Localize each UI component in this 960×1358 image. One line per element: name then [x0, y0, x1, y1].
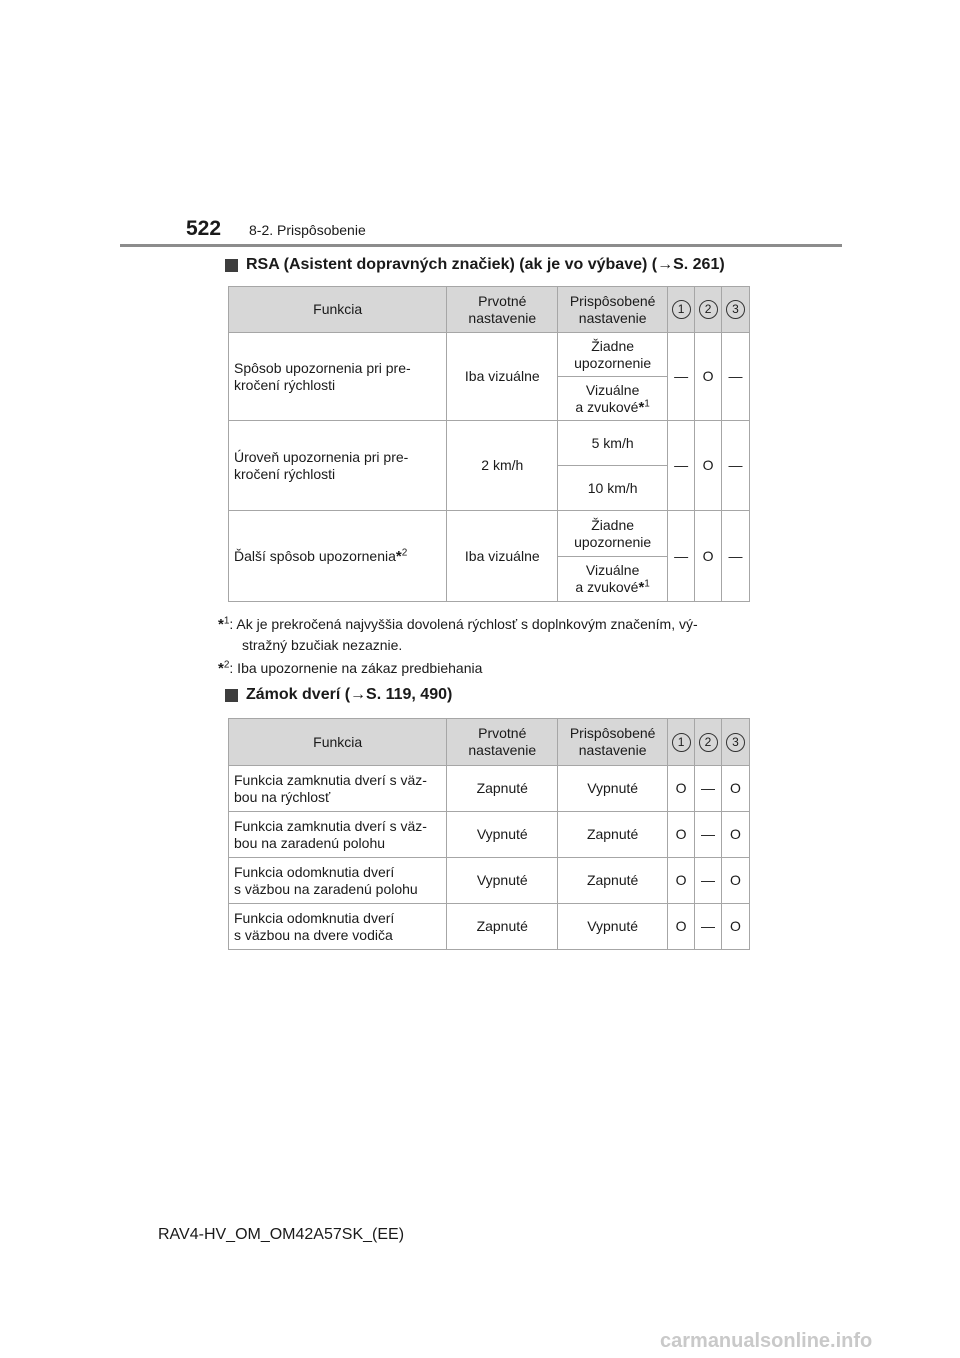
table-row	[229, 421, 750, 466]
footnote-1: *$^1$: Ak je prekročená najvyššia dovolená rýchlosť s doplnkovým značením, vý- stražný bzučiak nezaznie.	[218, 615, 698, 653]
col1-cell: —	[668, 333, 695, 421]
header-default: Prvotné nastavenie	[447, 719, 558, 766]
section-heading-text: Zámok dverí (→S. 119, 490)	[246, 686, 453, 703]
circled-number-1-icon: 1	[672, 300, 691, 319]
col1-cell: O	[668, 858, 695, 904]
col3-cell: —	[722, 333, 750, 421]
function-cell: Spôsob upozornenia pri pre- kročení rýchlosti	[229, 333, 447, 421]
col3-cell: —	[722, 511, 750, 602]
section-label: 8-2. Prispôsobenie	[249, 222, 366, 238]
col2-cell: —	[695, 858, 722, 904]
table-header-row	[229, 287, 750, 333]
header-col-3	[722, 287, 750, 333]
custom-cell: Zapnuté	[558, 812, 668, 858]
table-row	[229, 766, 750, 812]
header-custom: Prispôsobené nastavenie	[558, 719, 668, 766]
option-cell: Vizuálne a zvukové*$^1$	[558, 557, 668, 602]
square-bullet-icon	[225, 689, 238, 702]
header-col-2	[695, 719, 722, 766]
watermark: carmanualsonline.info	[660, 1330, 873, 1352]
section-heading-door-lock	[225, 686, 452, 704]
col2-cell: —	[695, 766, 722, 812]
header-col-2	[695, 287, 722, 333]
header-col-1	[668, 719, 695, 766]
col2-cell: —	[695, 812, 722, 858]
default-cell: 2 km/h	[447, 421, 558, 511]
header-default: Prvotné nastavenie	[447, 287, 558, 333]
function-cell: Funkcia zamknutia dverí s väz- bou na rýchlosť	[229, 766, 447, 812]
col1-cell: O	[668, 766, 695, 812]
square-bullet-icon	[225, 259, 238, 272]
footnote-2: *$^2$: Iba upozornenie na zákaz predbiehania	[218, 659, 483, 677]
header-function: Funkcia	[229, 287, 447, 333]
option-cell: 10 km/h	[558, 466, 668, 511]
function-cell: Funkcia odomknutia dverí s väzbou na dvere vodiča	[229, 904, 447, 950]
table-row	[229, 904, 750, 950]
table-row	[229, 812, 750, 858]
header-function: Funkcia	[229, 719, 447, 766]
circled-number-2-icon: 2	[699, 300, 718, 319]
header-rule	[120, 244, 842, 247]
default-cell: Iba vizuálne	[447, 333, 558, 421]
col3-cell: O	[722, 858, 750, 904]
custom-cell: Vypnuté	[558, 766, 668, 812]
table-row	[229, 333, 750, 377]
default-cell: Iba vizuálne	[447, 511, 558, 602]
function-cell: Úroveň upozornenia pri pre- kročení rýchlosti	[229, 421, 447, 511]
col2-cell: O	[695, 421, 722, 511]
col1-cell: —	[668, 421, 695, 511]
table-header-row	[229, 719, 750, 766]
circled-number-3-icon: 3	[726, 300, 745, 319]
col1-cell: O	[668, 812, 695, 858]
col2-cell: O	[695, 333, 722, 421]
col1-cell: O	[668, 904, 695, 950]
function-cell: Funkcia zamknutia dverí s väz- bou na zaradenú polohu	[229, 812, 447, 858]
circled-number-1-icon: 1	[672, 733, 691, 752]
header-col-1	[668, 287, 695, 333]
option-cell: Žiadne upozornenie	[558, 333, 668, 377]
default-cell: Zapnuté	[447, 904, 558, 950]
rsa-settings-table	[228, 286, 750, 602]
door-lock-settings-table	[228, 718, 750, 950]
circled-number-2-icon: 2	[699, 733, 718, 752]
function-cell: Ďalší spôsob upozornenia*$^2$	[229, 511, 447, 602]
document-code: RAV4-HV_OM_OM42A57SK_(EE)	[158, 1226, 405, 1243]
header-custom: Prispôsobené nastavenie	[558, 287, 668, 333]
col3-cell: O	[722, 904, 750, 950]
col2-cell: —	[695, 904, 722, 950]
header-col-3	[722, 719, 750, 766]
default-cell: Zapnuté	[447, 766, 558, 812]
col3-cell: O	[722, 812, 750, 858]
option-cell: 5 km/h	[558, 421, 668, 466]
custom-cell: Vypnuté	[558, 904, 668, 950]
section-heading-rsa	[225, 256, 725, 274]
custom-cell: Zapnuté	[558, 858, 668, 904]
function-cell: Funkcia odomknutia dverí s väzbou na zaradenú polohu	[229, 858, 447, 904]
table-row	[229, 858, 750, 904]
option-cell: Žiadne upozornenie	[558, 511, 668, 557]
col2-cell: O	[695, 511, 722, 602]
circled-number-3-icon: 3	[726, 733, 745, 752]
col3-cell: O	[722, 766, 750, 812]
page-number: 522	[186, 217, 222, 240]
default-cell: Vypnuté	[447, 812, 558, 858]
table-row	[229, 511, 750, 557]
option-cell: Vizuálne a zvukové*$^1$	[558, 377, 668, 421]
section-heading-text: RSA (Asistent dopravných značiek) (ak je vo výbave) (→S. 261)	[246, 256, 725, 273]
col1-cell: —	[668, 511, 695, 602]
col3-cell: —	[722, 421, 750, 511]
default-cell: Vypnuté	[447, 858, 558, 904]
